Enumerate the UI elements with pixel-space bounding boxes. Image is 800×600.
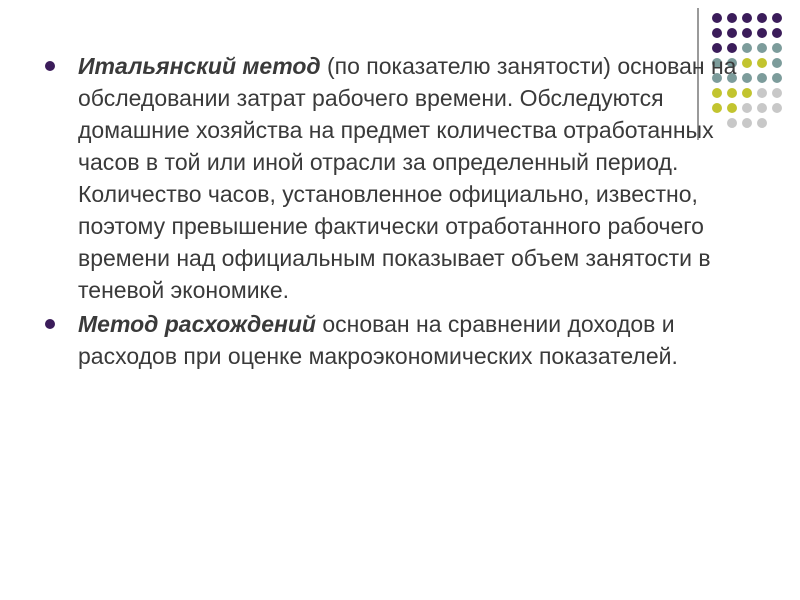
decorative-dot — [772, 73, 782, 83]
decorative-dot — [727, 28, 737, 38]
description-discrepancy-method: основан на сравнении доходов и расходов при оценке макроэкономических показателей. — [78, 311, 678, 369]
term-discrepancy-method: Метод расхождений — [78, 311, 316, 337]
decorative-dot — [727, 13, 737, 23]
decorative-dot — [772, 58, 782, 68]
decorative-dot — [772, 88, 782, 98]
decorative-dot — [757, 58, 767, 68]
decorative-dot — [757, 103, 767, 113]
decorative-dot — [757, 43, 767, 53]
bullet-item-discrepancy-method — [45, 308, 750, 372]
decorative-dot — [757, 73, 767, 83]
bullet-text — [78, 50, 750, 306]
decorative-dot — [772, 13, 782, 23]
description-italian-method: (по показателю занятости) основан на обследовании затрат рабочего времени. Обследуются домашние хозяйства на предмет количества отработанных часов в той или иной отрасли за определенный период. Количество часов, установленное официально, известно, поэтому превышение фактически отработанного рабочего времени над официальным показывает объем занятости в теневой экономике. — [78, 53, 737, 303]
decorative-dot — [757, 118, 767, 128]
decorative-dot — [742, 28, 752, 38]
decorative-dot — [742, 13, 752, 23]
slide-body — [45, 50, 750, 374]
decorative-dot — [772, 103, 782, 113]
bullet-text — [78, 308, 750, 372]
decorative-dot — [712, 28, 722, 38]
decorative-dot — [772, 28, 782, 38]
bullet-item-italian-method — [45, 50, 750, 306]
decorative-dot — [712, 13, 722, 23]
bullet-icon — [45, 319, 55, 329]
decorative-dot — [757, 13, 767, 23]
bullet-icon — [45, 61, 55, 71]
decorative-dot — [772, 43, 782, 53]
term-italian-method: Итальянский метод — [78, 53, 321, 79]
decorative-dot — [757, 28, 767, 38]
decorative-dot — [757, 88, 767, 98]
